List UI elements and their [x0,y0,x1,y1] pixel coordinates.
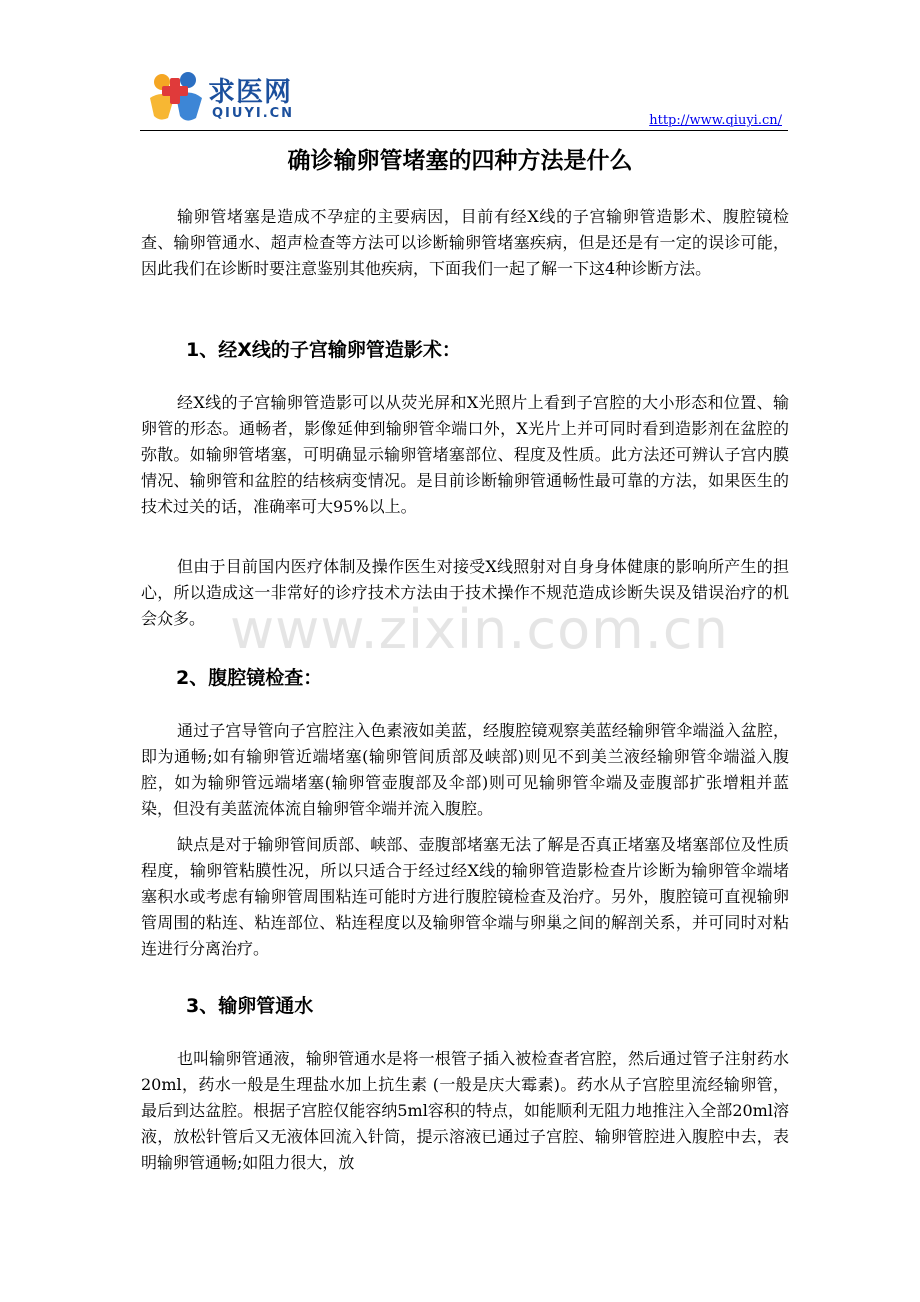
section-1-paragraph-1: 经X线的子宫输卵管造影可以从荧光屏和X光照片上看到子宫腔的大小形态和位置、输卵管的形态。通畅者，影像延伸到输卵管伞端口外，X光片上并可同时看到造影剂在盆腔的弥散。如输卵管堵塞，可明确显示输卵管堵塞部位、程度及性质。此方法还可辨认子宫内膜情况、输卵管和盆腔的结核病变情况。是目前诊断输卵管通畅性最可靠的方法，如果医生的技术过关的话，准确率可大95%以上。 [141,393,789,516]
section-2-paragraph-1: 通过子宫导管向子宫腔注入色素液如美蓝，经腹腔镜观察美蓝经输卵管伞端溢入盆腔，即为通畅;如有输卵管近端堵塞(输卵管间质部及峡部)则见不到美兰液经输卵管伞端溢入腹腔，如为输卵管远端堵塞(输卵管壶腹部及伞部)则可见输卵管伞端及壶腹部扩张增粗并蓝染，但没有美蓝流体流自输卵管伞端并流入腹腔。 [141,721,789,818]
section-2-paragraph-2: 缺点是对于输卵管间质部、峡部、壶腹部堵塞无法了解是否真正堵塞及堵塞部位及性质程度，输卵管粘膜性况，所以只适合于经过经X线的输卵管造影检查片诊断为输卵管伞端堵塞积水或考虑有输卵管周围粘连可能时方进行腹腔镜检查及治疗。另外，腹腔镜可直视输卵管周围的粘连、粘连部位、粘连程度以及输卵管伞端与卵巢之间的解剖关系，并可同时对粘连进行分离治疗。 [141,835,789,958]
logo-domain-text: QIUYI.CN [212,106,295,121]
watermark-text: www.zixin.com.cn [230,598,729,661]
qiuyi-logo[interactable] [146,68,326,128]
site-url-link[interactable]: http://www.qiuyi.cn/ [649,113,782,128]
medical-cross-logo-icon [146,68,206,124]
header-divider [140,130,788,131]
logo-chinese-name: 求医网 [208,77,292,108]
section-heading-1: 1、经X线的子宫输卵管造影术： [186,339,461,361]
intro-paragraph: 输卵管堵塞是造成不孕症的主要病因，目前有经X线的子宫输卵管造影术、腹腔镜检查、输卵管通水、超声检查等方法可以诊断输卵管堵塞疾病，但是还是有一定的误诊可能，因此我们在诊断时要注意鉴别其他疾病，下面我们一起了解一下这4种诊断方法。 [141,207,789,278]
section-heading-2: 2、腹腔镜检查： [176,667,323,689]
article-title: 确诊输卵管堵塞的四种方法是什么 [287,147,633,174]
section-3-paragraph-1: 也叫输卵管通液，输卵管通水是将一根管子插入被检查者宫腔，然后通过管子注射药水20ml，药水一般是生理盐水加上抗生素 (一般是庆大霉素)。药水从子宫腔里流经输卵管，最后到达盆腔。根据子宫腔仅能容纳5ml容积的特点，如能顺利无阻力地推注入全部20ml溶液，放松针管后又无液体回流入针筒，提示溶液已通过子宫腔、输卵管腔进入腹腔中去，表明输卵管通畅;如阻力很大，放 [141,1049,789,1172]
section-heading-3: 3、输卵管通水 [186,995,314,1017]
page-header [140,60,788,132]
section-1-paragraph-2: 但由于目前国内医疗体制及操作医生对接受X线照射对自身身体健康的影响所产生的担心，所以造成这一非常好的诊疗技术方法由于技术操作不规范造成诊断失误及错误治疗的机会众多。 [141,557,789,628]
